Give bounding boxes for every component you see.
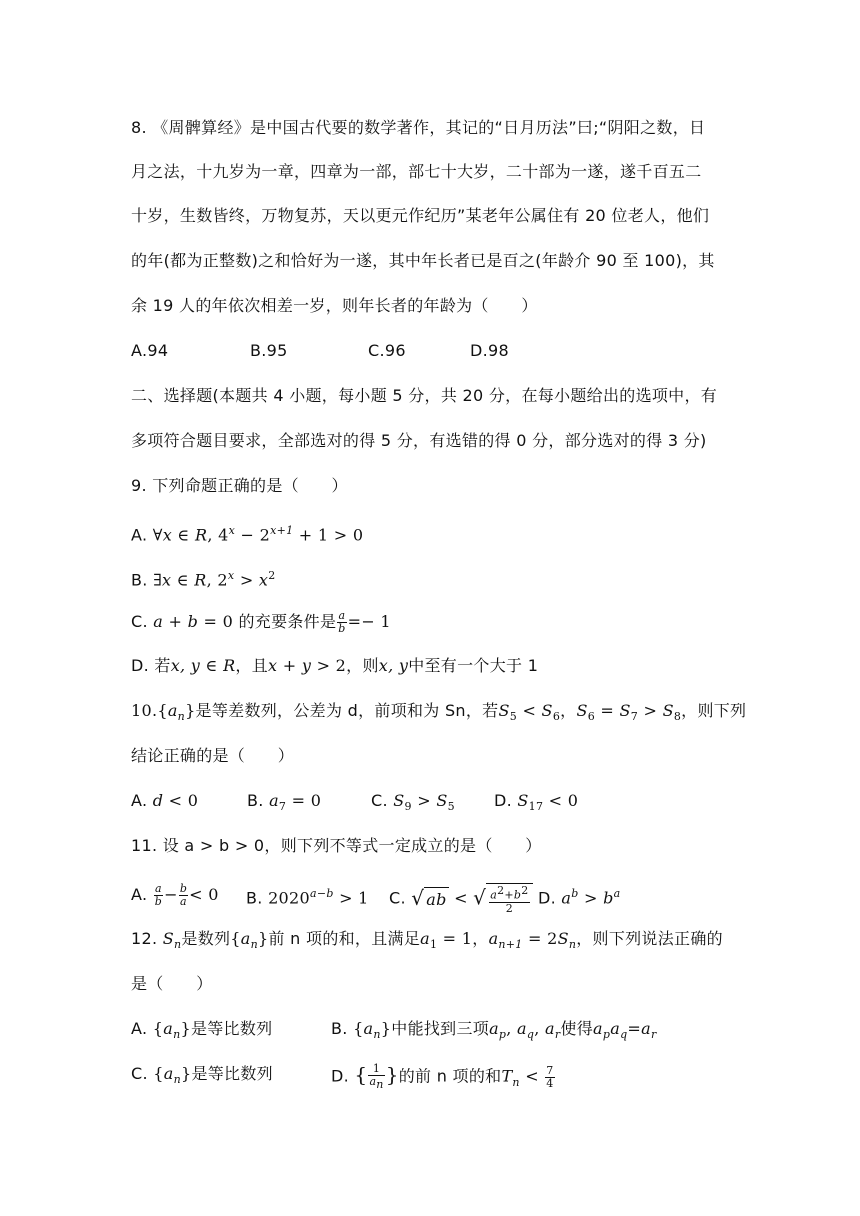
- q11-a-label: A.: [131, 885, 153, 904]
- q10-c-label: C.: [371, 791, 394, 810]
- q9-option-b: B. ∃x ∈ R, $2^x > x^2$: [131, 569, 276, 590]
- q11-stem: 11. 设 a > b > 0，则下列不等式一定成立的是（ ）: [131, 836, 542, 855]
- q12-c-label: C.: [131, 1064, 154, 1083]
- q9-option-a: A. ∀x ∈ R, $4^x - 2^{x+1} + 1 > 0$: [131, 524, 364, 545]
- q9-d-text3: 中至有一个大于 1: [408, 656, 539, 675]
- q12-a-text: 是等比数列: [190, 1019, 273, 1038]
- q12-option-b: B. $\{a_n\}$中能找到三项$a_p$, $a_q$, $a_r$使得$a_pa_q=a_r$: [331, 1019, 657, 1042]
- q12-line-2: 是（ ）: [131, 974, 213, 993]
- q9-d-label: D. 若: [131, 656, 171, 675]
- q11-option-d: D. $a^b > b^a$: [538, 887, 621, 908]
- q10-option-d: D. $S_{17} < 0$: [494, 791, 579, 814]
- q10-line-2: 结论正确的是（ ）: [131, 746, 295, 765]
- q12-option-a: A. $\{a_n\}$是等比数列: [131, 1019, 273, 1042]
- q12-c-text: 是等比数列: [191, 1064, 273, 1083]
- q10-b-label: B.: [247, 791, 270, 810]
- q12-line1-b: 前 n 项的和，且满足: [268, 929, 421, 948]
- q10-a-label: A.: [131, 791, 153, 810]
- q10-option-a: A. d < 0: [131, 791, 199, 810]
- q9-d-text2: ，则: [346, 656, 379, 675]
- q12-d-text: 的前 n 项的和: [398, 1066, 502, 1086]
- q12-d-label: D.: [331, 1066, 355, 1086]
- q12-line-1: 12. $S_n$是数列$\{a_n\}$前 n 项的和，且满足$a_1 = 1$，$a_{n+1} = 2S_n$，则下列说法正确的: [131, 929, 723, 952]
- q12-b-label: B.: [331, 1019, 354, 1038]
- q9-c-text: 的充要条件是: [233, 612, 337, 631]
- section2-line-2: 多项符合题目要求，全部选对的得 5 分，有选错的得 0 分，部分选对的得 3 分): [131, 431, 707, 450]
- q11-option-b: B. $2020^{a-b} > 1$: [246, 887, 369, 908]
- q9-b-label: B.: [131, 570, 154, 590]
- q11-option-a: A. $\frac{a}{b}$ − $\frac{b}{a}$ < 0: [131, 882, 219, 908]
- q11-d-label: D.: [538, 888, 562, 908]
- q12-a-label: A.: [131, 1019, 153, 1038]
- q12-line1-c: ，则下列说法正确的: [576, 929, 723, 948]
- q11-b-label: B.: [246, 888, 269, 908]
- section2-line-1: 二、选择题(本题共 4 小题，每小题 5 分，共 20 分，在每小题给出的选项中，有: [131, 386, 718, 405]
- q12-line1-a: 是数列: [181, 929, 231, 948]
- q10-option-b: B. $a_7 = 0$: [247, 791, 322, 814]
- q12-b-text1: 中能找到三项: [391, 1019, 490, 1038]
- q8-option-d: D.98: [470, 341, 509, 360]
- q8-line-3: 十岁，生数皆终，万物复苏，天以更元作纪历”某老年公属住有 20 位老人，他们: [131, 206, 710, 225]
- q12-option-c: C. $\{a_n\}$是等比数列: [131, 1064, 273, 1087]
- q9-d-text1: ，且: [235, 656, 269, 675]
- q10-line-1: $10.\{a_n\}$是等差数列，公差为 d，前项和为 Sn，若$S_5 < S_6$，$S_6 = S_7 > S_8$，则下列: [131, 701, 747, 724]
- q10-option-c: C. $S_9 > S_5$: [371, 791, 455, 814]
- q12-b-text2: 使得: [560, 1019, 594, 1038]
- q8-option-a: A.94: [131, 341, 169, 360]
- q8-line-4: 的年(都为正整数)之和恰好为一遂，其中年长者已是百之(年龄介 90 至 100)，其: [131, 251, 715, 270]
- q9-option-d: D. 若x, y ∈ R，且x + y > 2，则x, y中至有一个大于 1: [131, 656, 539, 675]
- q11-c-label: C.: [389, 888, 412, 908]
- q10-line1-post: ，则下列: [681, 701, 747, 720]
- q10-d-label: D.: [494, 791, 518, 810]
- q9-c-label: C.: [131, 612, 154, 631]
- q8-line-5: 余 19 人的年依次相差一岁，则年长者的年龄为（ ）: [131, 296, 538, 315]
- q9-stem: 9. 下列命题正确的是（ ）: [131, 476, 348, 495]
- q12-number: 12.: [131, 929, 163, 948]
- q12-option-d: D. { $\frac{1}{a_n}$ }的前 n 项的和$T_n$ < $\frac{7}{4}$: [331, 1062, 554, 1092]
- q9-option-c: C. a + b = 0 的充要条件是 $\frac{a}{b}$ =− 1: [131, 609, 391, 635]
- q10-line1-pre: 是等差数列，公差为 d，前项和为 Sn，若: [195, 701, 499, 720]
- q8-option-c: C.96: [368, 341, 406, 360]
- q9-a-label: A.: [131, 525, 153, 545]
- q8-option-b: B.95: [250, 341, 288, 360]
- q8-line-1: 8. 《周髀算经》是中国古代要的数学著作，其记的“日月历法”曰;“阴阳之数，日: [131, 118, 706, 137]
- q8-line-2: 月之法，十九岁为一章，四章为一部，部七十大岁，二十部为一遂，遂千百五二: [131, 162, 702, 181]
- q11-option-c: C. √ ab < √ $\frac{a^2+b^2}{2}$: [389, 883, 533, 915]
